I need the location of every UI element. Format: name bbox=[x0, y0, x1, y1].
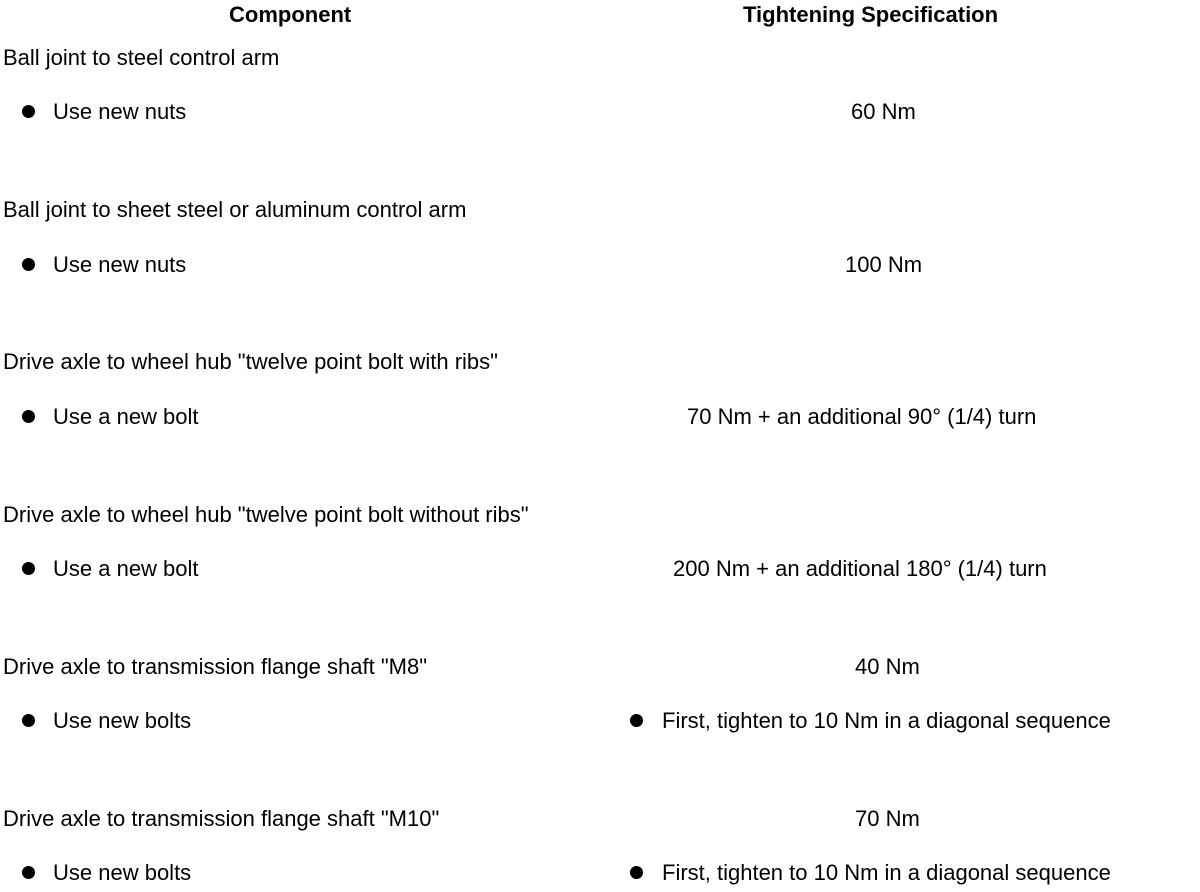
component-note: Use a new bolt bbox=[53, 404, 199, 429]
component-label: Drive axle to transmission flange shaft "M8" bbox=[3, 654, 428, 679]
tightening-spec: 40 Nm bbox=[855, 654, 920, 679]
component-label: Drive axle to wheel hub "twelve point bolt without ribs" bbox=[3, 502, 529, 527]
component-label: Drive axle to wheel hub "twelve point bolt with ribs" bbox=[3, 349, 498, 374]
component-note: Use new bolts bbox=[53, 860, 192, 885]
component-note: Use new nuts bbox=[53, 99, 187, 124]
tightening-spec: 100 Nm bbox=[845, 252, 923, 277]
bullet-icon bbox=[630, 866, 643, 879]
component-label: Ball joint to steel control arm bbox=[3, 45, 280, 70]
component-label: Ball joint to sheet steel or aluminum control arm bbox=[3, 197, 467, 222]
component-note: Use a new bolt bbox=[53, 556, 199, 581]
bullet-icon bbox=[22, 866, 35, 879]
tightening-spec: 70 Nm bbox=[855, 806, 920, 831]
bullet-icon bbox=[22, 714, 35, 727]
component-note: Use new nuts bbox=[53, 252, 187, 277]
spec-note: First, tighten to 10 Nm in a diagonal sequence bbox=[662, 860, 1111, 885]
tightening-spec: 60 Nm bbox=[851, 99, 916, 124]
tightening-spec: 70 Nm + an additional 90° (1/4) turn bbox=[687, 404, 1037, 429]
component-label: Drive axle to transmission flange shaft "M10" bbox=[3, 806, 440, 831]
tightening-spec: 200 Nm + an additional 180° (1/4) turn bbox=[673, 556, 1047, 581]
component-note: Use new bolts bbox=[53, 708, 192, 733]
component-column-header: Component bbox=[229, 2, 352, 27]
bullet-icon bbox=[22, 410, 35, 423]
bullet-icon bbox=[22, 562, 35, 575]
bullet-icon bbox=[22, 258, 35, 271]
spec-note: First, tighten to 10 Nm in a diagonal sequence bbox=[662, 708, 1111, 733]
bullet-icon bbox=[22, 105, 35, 118]
bullet-icon bbox=[630, 714, 643, 727]
specification-column-header: Tightening Specification bbox=[743, 2, 999, 27]
